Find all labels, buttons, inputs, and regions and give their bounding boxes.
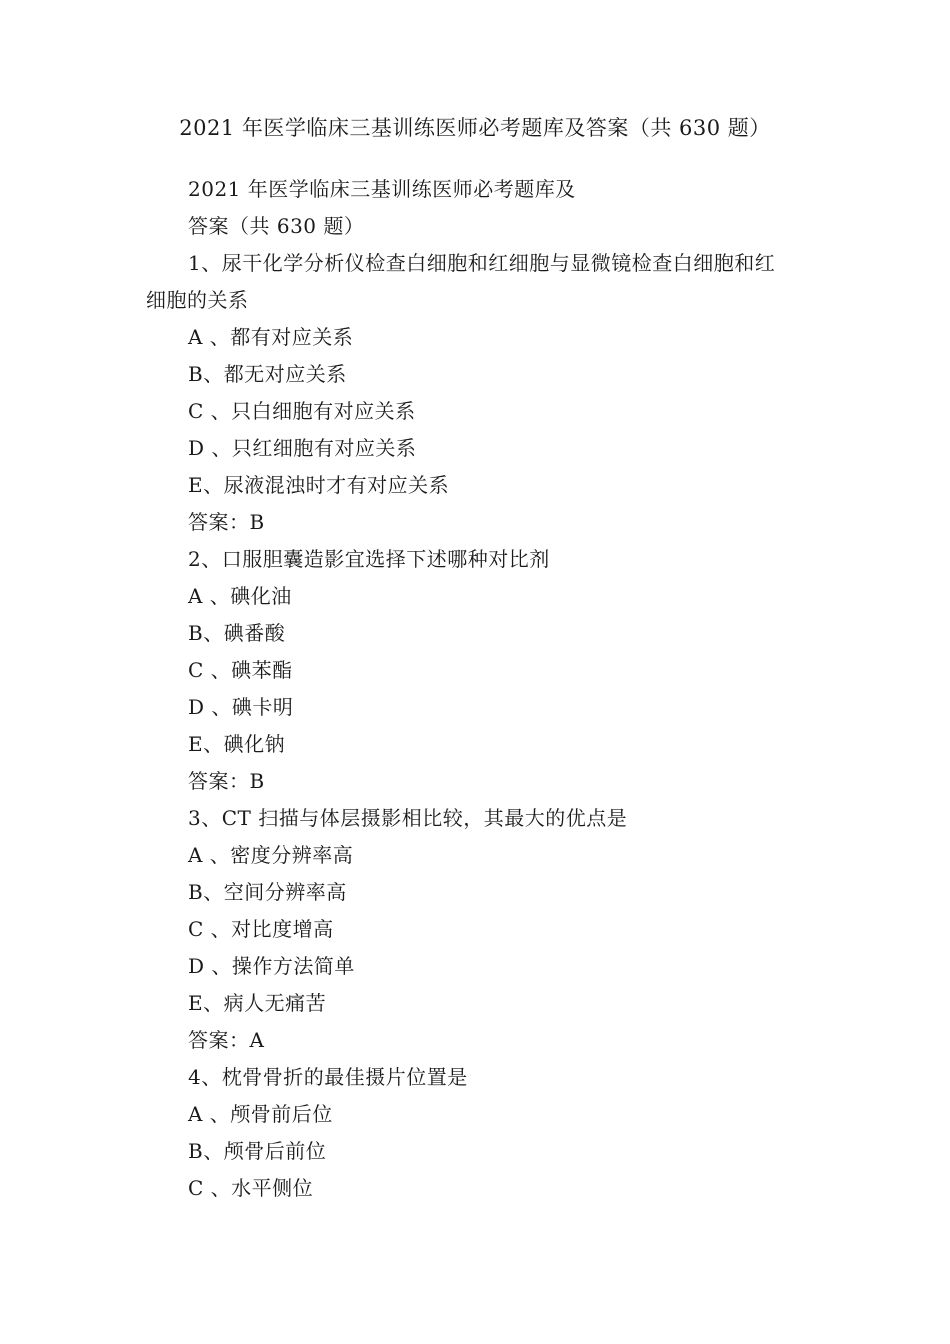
question-stem: 3、CT 扫描与体层摄影相比较，其最大的优点是 — [188, 806, 628, 830]
option-b: B、都无对应关系 — [188, 362, 347, 386]
option-b: B、碘番酸 — [188, 621, 286, 645]
document-body — [0, 171, 950, 1207]
question-1 — [0, 245, 950, 541]
option-a: A 、密度分辨率高 — [188, 843, 354, 867]
option-list — [0, 1096, 950, 1207]
question-4 — [0, 1059, 950, 1207]
option-d: D 、只红细胞有对应关系 — [188, 436, 417, 460]
option-a: A 、颅骨前后位 — [188, 1102, 333, 1126]
option-e: E、碘化钠 — [188, 732, 286, 756]
question-3 — [0, 800, 950, 1059]
answer-line: 答案：A — [188, 1028, 265, 1052]
question-stem: 2、口服胆囊造影宜选择下述哪种对比剂 — [188, 547, 550, 571]
question-stem: 4、枕骨骨折的最佳摄片位置是 — [188, 1065, 468, 1089]
document-title: 2021 年医学临床三基训练医师必考题库及答案（共 630 题） — [179, 116, 771, 140]
intro-line: 答案（共 630 题） — [188, 214, 365, 238]
option-list — [0, 837, 950, 1022]
option-a: A 、碘化油 — [188, 584, 292, 608]
question-stem: 1、尿干化学分析仪检查白细胞和红细胞与显微镜检查白细胞和红 — [188, 251, 776, 275]
option-c: C 、对比度增高 — [188, 917, 334, 941]
option-d: D 、碘卡明 — [188, 695, 294, 719]
option-e: E、病人无痛苦 — [188, 991, 327, 1015]
option-e: E、尿液混浊时才有对应关系 — [188, 473, 450, 497]
option-c: C 、只白细胞有对应关系 — [188, 399, 416, 423]
question-stem-continued: 细胞的关系 — [146, 288, 249, 312]
option-b: B、空间分辨率高 — [188, 880, 347, 904]
question-2 — [0, 541, 950, 800]
intro-line: 2021 年医学临床三基训练医师必考题库及 — [188, 177, 576, 201]
option-d: D 、操作方法简单 — [188, 954, 355, 978]
option-c: C 、水平侧位 — [188, 1176, 314, 1200]
answer-line: 答案：B — [188, 769, 265, 793]
option-c: C 、碘苯酯 — [188, 658, 293, 682]
option-list — [0, 578, 950, 763]
option-list — [0, 319, 950, 504]
answer-line: 答案：B — [188, 510, 265, 534]
option-a: A 、都有对应关系 — [188, 325, 354, 349]
option-b: B、颅骨后前位 — [188, 1139, 327, 1163]
